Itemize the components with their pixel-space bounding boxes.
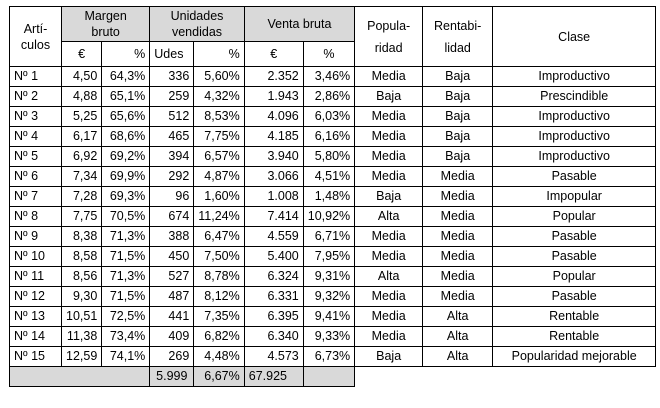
total-unidades-pct: 6,67% xyxy=(194,367,244,387)
subheader-margen-eur: € xyxy=(62,42,102,67)
cell-margen-pct: 69,9% xyxy=(102,167,150,187)
cell-unidades: 487 xyxy=(150,287,194,307)
cell-venta-pct: 6,73% xyxy=(303,347,354,367)
cell-margen-eur: 10,51 xyxy=(62,307,102,327)
cell-articulo: Nº 11 xyxy=(10,267,62,287)
cell-venta-pct: 6,03% xyxy=(303,107,354,127)
cell-popularidad: Media xyxy=(355,127,423,147)
cell-margen-eur: 11,38 xyxy=(62,327,102,347)
cell-venta-eur: 4.185 xyxy=(244,127,303,147)
cell-clase: Improductivo xyxy=(493,127,656,147)
cell-unidades: 465 xyxy=(150,127,194,147)
cell-clase: Rentable xyxy=(493,327,656,347)
cell-clase: Rentable xyxy=(493,307,656,327)
cell-margen-eur: 6,92 xyxy=(62,147,102,167)
cell-popularidad: Media xyxy=(355,67,423,87)
cell-popularidad: Alta xyxy=(355,267,423,287)
cell-clase: Pasable xyxy=(493,247,656,267)
cell-unidades: 394 xyxy=(150,147,194,167)
table-row xyxy=(10,267,656,287)
header-popularidad: Popula- ridad xyxy=(355,7,423,67)
table-row xyxy=(10,227,656,247)
cell-margen-pct: 73,4% xyxy=(102,327,150,347)
cell-margen-eur: 9,30 xyxy=(62,287,102,307)
table-row xyxy=(10,127,656,147)
cell-articulo: Nº 7 xyxy=(10,187,62,207)
cell-venta-pct: 5,80% xyxy=(303,147,354,167)
cell-margen-eur: 8,56 xyxy=(62,267,102,287)
cell-margen-pct: 71,3% xyxy=(102,227,150,247)
cell-rentabilidad: Baja xyxy=(423,127,493,147)
cell-venta-eur: 5.400 xyxy=(244,247,303,267)
table-body xyxy=(10,67,656,367)
cell-unidades-pct: 6,57% xyxy=(194,147,244,167)
cell-unidades-pct: 4,48% xyxy=(194,347,244,367)
cell-unidades-pct: 7,50% xyxy=(194,247,244,267)
cell-rentabilidad: Media xyxy=(423,287,493,307)
cell-articulo: Nº 6 xyxy=(10,167,62,187)
cell-unidades: 269 xyxy=(150,347,194,367)
cell-venta-eur: 1.008 xyxy=(244,187,303,207)
cell-unidades-pct: 11,24% xyxy=(194,207,244,227)
total-unidades: 5.999 xyxy=(150,367,194,387)
subheader-venta-pct: % xyxy=(303,42,354,67)
table-row xyxy=(10,147,656,167)
table-row xyxy=(10,287,656,307)
table-row xyxy=(10,107,656,127)
header-unidades-vendidas: Unidades vendidas xyxy=(150,7,244,42)
cell-venta-eur: 4.559 xyxy=(244,227,303,247)
cell-unidades: 527 xyxy=(150,267,194,287)
cell-popularidad: Media xyxy=(355,107,423,127)
cell-margen-eur: 4,88 xyxy=(62,87,102,107)
cell-articulo: Nº 13 xyxy=(10,307,62,327)
cell-rentabilidad: Alta xyxy=(423,347,493,367)
cell-margen-pct: 68,6% xyxy=(102,127,150,147)
cell-venta-eur: 1.943 xyxy=(244,87,303,107)
totals-empty xyxy=(355,367,656,387)
cell-margen-pct: 71,5% xyxy=(102,247,150,267)
cell-clase: Impopular xyxy=(493,187,656,207)
cell-margen-pct: 64,3% xyxy=(102,67,150,87)
total-venta-pct-empty xyxy=(303,367,354,387)
cell-venta-pct: 2,86% xyxy=(303,87,354,107)
cell-unidades: 441 xyxy=(150,307,194,327)
cell-unidades-pct: 8,53% xyxy=(194,107,244,127)
cell-articulo: Nº 15 xyxy=(10,347,62,367)
cell-rentabilidad: Media xyxy=(423,187,493,207)
cell-popularidad: Media xyxy=(355,167,423,187)
cell-margen-pct: 70,5% xyxy=(102,207,150,227)
cell-venta-pct: 6,16% xyxy=(303,127,354,147)
cell-margen-eur: 7,28 xyxy=(62,187,102,207)
cell-rentabilidad: Alta xyxy=(423,327,493,347)
cell-clase: Pasable xyxy=(493,167,656,187)
cell-venta-pct: 9,31% xyxy=(303,267,354,287)
cell-unidades-pct: 7,35% xyxy=(194,307,244,327)
cell-popularidad: Baja xyxy=(355,87,423,107)
cell-margen-pct: 71,3% xyxy=(102,267,150,287)
cell-margen-eur: 4,50 xyxy=(62,67,102,87)
cell-articulo: Nº 3 xyxy=(10,107,62,127)
table-row xyxy=(10,67,656,87)
table-row xyxy=(10,187,656,207)
header-rentabilidad: Rentabi- lidad xyxy=(423,7,493,67)
cell-popularidad: Media xyxy=(355,287,423,307)
cell-venta-pct: 1,48% xyxy=(303,187,354,207)
cell-venta-eur: 6.331 xyxy=(244,287,303,307)
cell-unidades-pct: 6,47% xyxy=(194,227,244,247)
cell-rentabilidad: Media xyxy=(423,167,493,187)
table-row xyxy=(10,347,656,367)
cell-margen-pct: 74,1% xyxy=(102,347,150,367)
cell-articulo: Nº 9 xyxy=(10,227,62,247)
cell-venta-pct: 4,51% xyxy=(303,167,354,187)
cell-rentabilidad: Alta xyxy=(423,307,493,327)
subheader-venta-eur: € xyxy=(244,42,303,67)
cell-unidades: 292 xyxy=(150,167,194,187)
subheader-unidades-pct: % xyxy=(194,42,244,67)
cell-unidades-pct: 1,60% xyxy=(194,187,244,207)
cell-margen-pct: 65,6% xyxy=(102,107,150,127)
cell-venta-eur: 2.352 xyxy=(244,67,303,87)
cell-popularidad: Baja xyxy=(355,347,423,367)
cell-clase: Improductivo xyxy=(493,147,656,167)
cell-margen-eur: 8,38 xyxy=(62,227,102,247)
cell-unidades: 96 xyxy=(150,187,194,207)
header-clase: Clase xyxy=(493,7,656,67)
cell-unidades-pct: 6,82% xyxy=(194,327,244,347)
cell-articulo: Nº 8 xyxy=(10,207,62,227)
cell-rentabilidad: Media xyxy=(423,207,493,227)
cell-articulo: Nº 4 xyxy=(10,127,62,147)
cell-venta-eur: 6.324 xyxy=(244,267,303,287)
cell-unidades: 512 xyxy=(150,107,194,127)
cell-venta-eur: 4.096 xyxy=(244,107,303,127)
cell-clase: Improductivo xyxy=(493,107,656,127)
cell-margen-eur: 8,58 xyxy=(62,247,102,267)
cell-margen-pct: 65,1% xyxy=(102,87,150,107)
cell-venta-eur: 3.066 xyxy=(244,167,303,187)
cell-rentabilidad: Baja xyxy=(423,67,493,87)
cell-venta-pct: 10,92% xyxy=(303,207,354,227)
cell-articulo: Nº 10 xyxy=(10,247,62,267)
cell-venta-eur: 3.940 xyxy=(244,147,303,167)
cell-clase: Pasable xyxy=(493,287,656,307)
cell-margen-eur: 5,25 xyxy=(62,107,102,127)
cell-articulo: Nº 2 xyxy=(10,87,62,107)
cell-unidades: 674 xyxy=(150,207,194,227)
table-row xyxy=(10,87,656,107)
cell-popularidad: Alta xyxy=(355,207,423,227)
table-row xyxy=(10,247,656,267)
cell-venta-pct: 7,95% xyxy=(303,247,354,267)
cell-rentabilidad: Media xyxy=(423,227,493,247)
cell-articulo: Nº 12 xyxy=(10,287,62,307)
cell-popularidad: Baja xyxy=(355,187,423,207)
cell-articulo: Nº 1 xyxy=(10,67,62,87)
cell-venta-eur: 6.395 xyxy=(244,307,303,327)
cell-margen-eur: 7,75 xyxy=(62,207,102,227)
cell-margen-eur: 12,59 xyxy=(62,347,102,367)
cell-articulo: Nº 5 xyxy=(10,147,62,167)
classification-table xyxy=(9,6,656,387)
table-row xyxy=(10,307,656,327)
cell-venta-pct: 9,33% xyxy=(303,327,354,347)
cell-unidades: 336 xyxy=(150,67,194,87)
cell-venta-pct: 9,41% xyxy=(303,307,354,327)
totals-spacer xyxy=(10,367,150,387)
cell-venta-eur: 4.573 xyxy=(244,347,303,367)
cell-unidades: 259 xyxy=(150,87,194,107)
cell-popularidad: Media xyxy=(355,307,423,327)
cell-articulo: Nº 14 xyxy=(10,327,62,347)
cell-clase: Popular xyxy=(493,207,656,227)
header-margen-bruto: Margen bruto xyxy=(62,7,150,42)
cell-unidades-pct: 7,75% xyxy=(194,127,244,147)
cell-popularidad: Media xyxy=(355,247,423,267)
table-row xyxy=(10,167,656,187)
cell-popularidad: Media xyxy=(355,327,423,347)
cell-unidades-pct: 8,12% xyxy=(194,287,244,307)
cell-margen-pct: 72,5% xyxy=(102,307,150,327)
cell-popularidad: Media xyxy=(355,147,423,167)
header-venta-bruta: Venta bruta xyxy=(244,7,354,42)
cell-clase: Prescindible xyxy=(493,87,656,107)
cell-rentabilidad: Baja xyxy=(423,147,493,167)
cell-clase: Improductivo xyxy=(493,67,656,87)
cell-rentabilidad: Media xyxy=(423,267,493,287)
table-row xyxy=(10,207,656,227)
total-venta: 67.925 xyxy=(244,367,303,387)
cell-venta-pct: 6,71% xyxy=(303,227,354,247)
table-row xyxy=(10,327,656,347)
cell-unidades-pct: 5,60% xyxy=(194,67,244,87)
cell-venta-eur: 6.340 xyxy=(244,327,303,347)
cell-venta-pct: 9,32% xyxy=(303,287,354,307)
cell-unidades: 409 xyxy=(150,327,194,347)
cell-margen-pct: 69,2% xyxy=(102,147,150,167)
cell-unidades-pct: 4,87% xyxy=(194,167,244,187)
cell-clase: Popularidad mejorable xyxy=(493,347,656,367)
cell-unidades: 450 xyxy=(150,247,194,267)
cell-rentabilidad: Media xyxy=(423,247,493,267)
cell-clase: Popular xyxy=(493,267,656,287)
subheader-margen-pct: % xyxy=(102,42,150,67)
cell-rentabilidad: Baja xyxy=(423,87,493,107)
cell-margen-eur: 7,34 xyxy=(62,167,102,187)
header-articulos: Artí- culos xyxy=(10,7,62,67)
cell-unidades-pct: 4,32% xyxy=(194,87,244,107)
cell-unidades: 388 xyxy=(150,227,194,247)
cell-popularidad: Media xyxy=(355,227,423,247)
cell-margen-pct: 69,3% xyxy=(102,187,150,207)
cell-margen-pct: 71,5% xyxy=(102,287,150,307)
subheader-unidades-udes: Udes xyxy=(150,42,194,67)
cell-venta-eur: 7.414 xyxy=(244,207,303,227)
cell-margen-eur: 6,17 xyxy=(62,127,102,147)
cell-clase: Pasable xyxy=(493,227,656,247)
cell-venta-pct: 3,46% xyxy=(303,67,354,87)
cell-rentabilidad: Baja xyxy=(423,107,493,127)
cell-unidades-pct: 8,78% xyxy=(194,267,244,287)
